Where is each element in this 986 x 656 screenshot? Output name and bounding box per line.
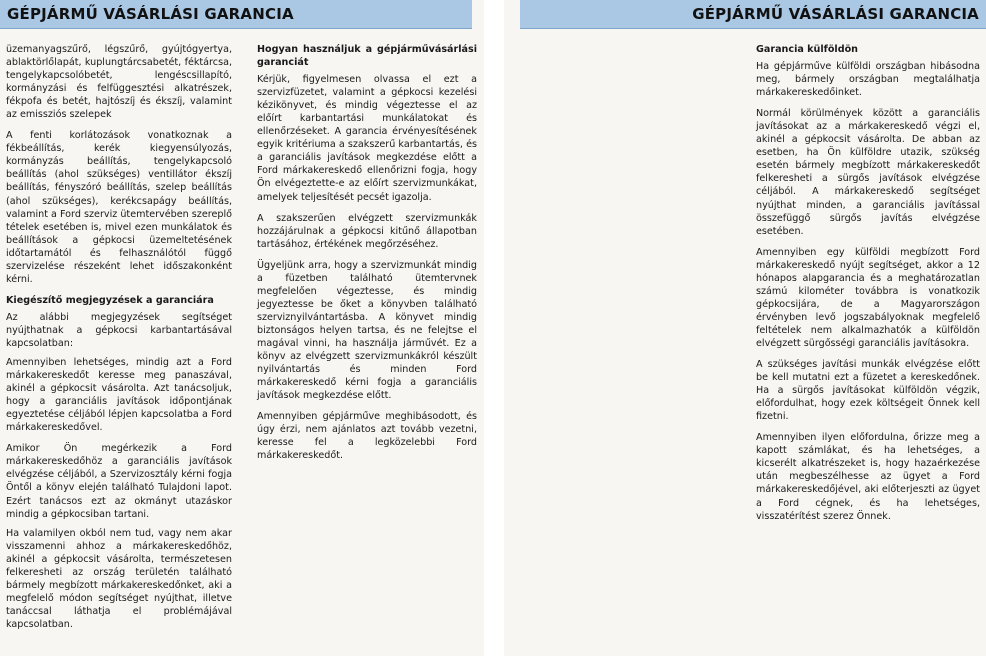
paragraph: Kérjük, figyelmesen olvassa el ezt a szervizfüzetet, valamint a gépkocsi kezelési kézikönyvet, és mindig végeztesse el az előírt karbantartási munkálatokat és ellenőrzéseket. A garancia érvényesítésének egyik kritériuma a szakszerű karbantartás, és a garanciális javítások megkezdése előtt a Ford márkakereskedő ellenőrizni fogja, hogy Ön elvégeztette-e az előírt szervizmunkákat, amelyek teljesítését pecsét igazolja.	[257, 74, 477, 203]
right-header-title: GÉPJÁRMŰ VÁSÁRLÁSI GARANCIA	[692, 5, 979, 23]
left-column-1	[6, 43, 232, 639]
left-page	[0, 0, 484, 656]
paragraph: A fenti korlátozások vonatkoznak a fékbeállítás, kerék kiegyensúlyozás, kormányzás beállítás, tengelykapcsoló beállítás (ahol szükséges) ventillátor ékszíj beállítás, fényszóró beállítás, szelep beállítás (ahol szükséges), kerékcsapágy beállítás, valamint a Ford szerviz ütemtervében szereplő tételek esetében is, mivel ezen munkálatok és beállítások a gépkocsi üzemeltetésének időtartamától és felhasználótól függő szervizelése részeként lehet időszakonként kérni.	[6, 130, 232, 285]
section-heading-notes: Kiegészítő megjegyzések a garanciára	[6, 294, 214, 306]
paragraph: Ügyeljünk arra, hogy a szervizmunkát mindig a füzetben található ütemtervnek megfelelően végeztesse, és mindig jegyeztesse be őket a könyvben található szerviznyilvántartásba. A könyvet mindig biztonságos helyen tartsa, és ne felejtse el magával vinni, ha használja járművét. Ez a könyv az elvégzett szervizmunkákról készült nyilvántartás és minden Ford márkakereskedő kérni fogja a garanciális javítások megkezdése előtt.	[257, 259, 477, 402]
section-heading-abroad: Garancia külföldön	[756, 44, 859, 55]
left-header-title: GÉPJÁRMŰ VÁSÁRLÁSI GARANCIA	[7, 5, 294, 23]
paragraph: Amennyiben ilyen előfordulna, őrizze meg a kapott számlákat, és ha lehetséges, a kicserélt alkatrészeket is, hogy hazaérkezése után megbeszélhesse az ügyet a Ford márkakereskedőjével, aki előterjeszti az ügyet a Ford cégnek, és ha lehetséges, visszatérítést szerez Önnek.	[756, 432, 980, 522]
left-header-band	[0, 0, 472, 29]
paragraph: Amikor Ön megérkezik a Ford márkakereskedőhöz a garanciális javítások elvégzése céljából, a Szervizosztály kérni fogja Öntől a könyv elején található Tulajdoni lapot. Ezért tanácsos ezt az okmányt utazáskor mindig a gépkocsiban tartani.	[6, 443, 232, 520]
paragraph: üzemanyagszűrő, légszűrő, gyújtógyertya, ablaktörlőlapát, kuplungtárcsabetét, féktárcsa, tengelykapcsolóbetét, lengéscsillapító, kormányzási és felfüggesztési alkatrészek, fékpofa és betét, hajtószíj és ékszíj, valamint az emissziós szelepek	[6, 44, 232, 121]
right-column	[756, 43, 980, 531]
left-column-2	[257, 43, 477, 470]
paragraph: Amennyiben gépjárműve meghibásodott, és úgy érzi, nem ajánlatos azt tovább vezetni, keresse fel a legközelebbi Ford márkakereskedőt.	[257, 411, 477, 462]
paragraph: Az alábbi megjegyzések segítséget nyújthatnak a gépkocsi karbantartásával kapcsolatban:	[6, 311, 232, 349]
paragraph: A szakszerűen elvégzett szervizmunkák hozzájárulnak a gépkocsi kitűnő állapotban tartásához, értékének megőrzéséhez.	[257, 212, 477, 250]
right-header-band	[520, 0, 986, 29]
paragraph: Normál körülmények között a garanciális javításokat az a márkakereskedő végzi el, akinél a gépkocsit vásárolta. De abban az esetben, ha Ön külföldre utazik, szükség esetén bármely megbízott márkakereskedőt felkeresheti a sürgős javítások elvégzése céljából. A márkakereskedő segítséget nyújthat minden, a garanciális javítással összefüggő sürgős javítás elvégzése esetében.	[756, 108, 980, 237]
page-gutter	[484, 0, 504, 656]
paragraph: Ha gépjárműve külföldi országban hibásodna meg, bármely országban megtalálhatja márkakereskedőinket.	[756, 61, 980, 99]
paragraph: A szükséges javítási munkák elvégzése előtt be kell mutatni ezt a füzetet a kereskedőnek. Ha a sürgős javításokat külföldön végzik, előfordulhat, hogy ezek költségeit Önnek kell fizetni.	[756, 359, 980, 423]
paragraph: Amennyiben egy külföldi megbízott Ford márkakereskedő nyújt segítséget, akkor a 12 hónapos alapgarancia és a meghatározatlan számú kilométer továbbra is vonatkozik gépkocsijára, de a Magyarországon érvényben levő jogszabályoknak megfelelő feltételek nem alkalmazhatók a külföldön elvégzett sürgősségi garanciális javításokra.	[756, 246, 980, 349]
section-heading-usage: Hogyan használjuk a gépjárművásárlási garanciát	[257, 44, 477, 69]
paragraph: Amennyiben lehetséges, mindig azt a Ford márkakereskedőt keresse meg panaszával, akinél a gépkocsit vásárolta. Azt tanácsoljuk, hogy a garanciális javítások időpontjának egyeztetése céljából lépjen kapcsolatba a Ford márkakereskedővel.	[6, 357, 232, 434]
paragraph: Ha valamilyen okból nem tud, vagy nem akar visszamenni ahhoz a márkakereskedőhöz, akinél a gépkocsit vásárolta, természetesen felkeresheti az ország területén található bármely megbízott márkakereskedőnket, aki a megfelelő módon segítséget nyújthat, illetve tanáccsal láthatja el problémájával kapcsolatban.	[6, 527, 232, 630]
